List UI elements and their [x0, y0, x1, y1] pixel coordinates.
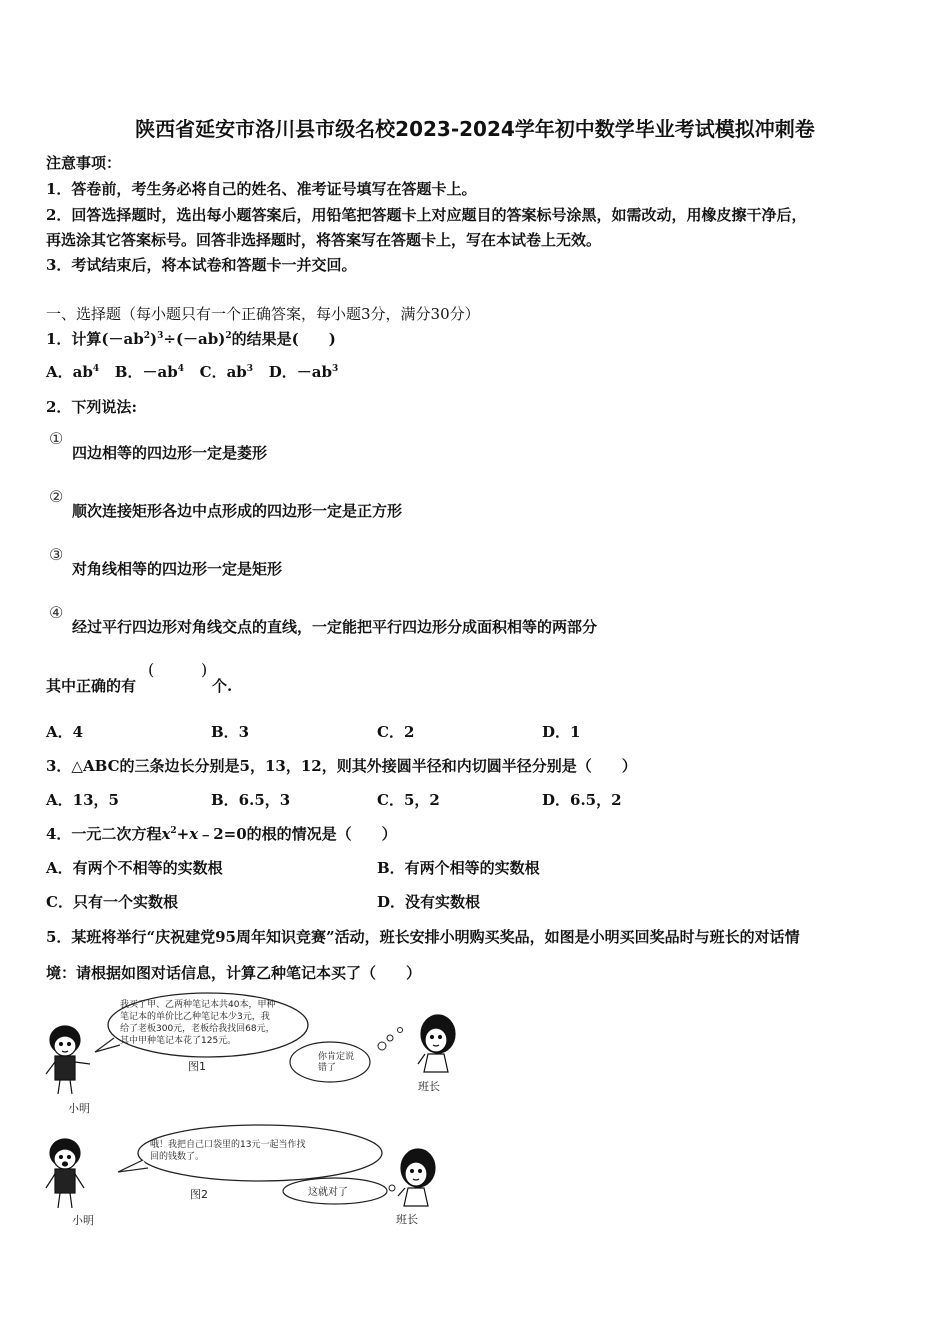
blank-left-paren: ( — [148, 660, 155, 679]
note-item-3: 3．考试结束后，将本试卷和答题卡一并交回。 — [46, 256, 357, 274]
option-b[interactable]: B．$-ab^4$ — [114, 363, 184, 381]
figure-2-label: 图2 — [190, 1188, 208, 1201]
circle-4-marker: ④ — [49, 603, 64, 622]
bubble-3-text: 哦！我把自己口袋里的13元一起当作找 回的钱数了。 — [150, 1140, 306, 1162]
statement-1: 四边相等的四边形一定是菱形 — [72, 444, 268, 462]
q2-option-b[interactable]: B．3 — [211, 723, 250, 741]
question-1-options — [46, 361, 338, 382]
circle-1-marker: ① — [49, 429, 64, 448]
q2-option-a[interactable]: A．4 — [46, 723, 84, 741]
option-a[interactable]: A．$ab^4$ — [46, 363, 100, 381]
blank-right-paren: ) — [201, 660, 208, 679]
q3-option-d[interactable]: D．6.5，2 — [542, 791, 622, 809]
q4-option-c[interactable]: C．只有一个实数根 — [46, 893, 178, 911]
banzhang-label-2: 班长 — [396, 1213, 418, 1226]
question-5-line-1: 5．某班将举行“庆祝建党95周年知识竞赛”活动，班长安排小明购买奖品，如图是小明买回奖品时与班长的对话情 — [46, 928, 800, 946]
q3-option-b[interactable]: B．6.5，3 — [211, 791, 291, 809]
q4-option-b[interactable]: B．有两个相等的实数根 — [377, 859, 540, 877]
figure-1-label: 图1 — [188, 1060, 206, 1073]
xiaoming-figure-1 — [46, 1026, 90, 1094]
banzhang-figure-1 — [418, 1015, 455, 1072]
notes-heading: 注意事项： — [46, 154, 122, 172]
question-5-line-2: 境：请根据如图对话信息，计算乙种笔记本买了（ ） — [46, 964, 422, 982]
question-1-stem: 1．计算$(-ab^2)^3\div(-ab)^2$的结果是( ) — [46, 330, 336, 348]
circle-3-marker: ③ — [49, 545, 64, 564]
question-2-tail: 其中正确的有 — [46, 677, 137, 695]
bubble-4-text: 这就对了 — [308, 1187, 348, 1198]
option-d[interactable]: D．$-ab^3$ — [268, 363, 339, 381]
section-heading: 一、选择题（每小题只有一个正确答案，每小题3分，满分30分） — [46, 305, 480, 323]
note-item-2b: 再选涂其它答案标号。回答非选择题时，将答案写在答题卡上，写在本试卷上无效。 — [46, 231, 602, 249]
xiaoming-label-1: 小明 — [68, 1102, 90, 1115]
banzhang-label-1: 班长 — [418, 1080, 440, 1093]
dialogue-figure — [40, 990, 500, 1240]
question-3-stem: 3．△ABC的三条边长分别是5，13，12，则其外接圆半径和内切圆半径分别是（ ） — [46, 757, 637, 775]
q2-option-c[interactable]: C．2 — [377, 723, 415, 741]
circle-2-marker: ② — [49, 487, 64, 506]
question-2-tail-end: 个. — [212, 677, 233, 695]
xiaoming-figure-2 — [46, 1139, 84, 1208]
bubble-2-text: 你肯定说 错了 — [318, 1052, 355, 1073]
q3-option-a[interactable]: A．13，5 — [46, 791, 119, 809]
note-item-1: 1．答卷前，考生务必将自己的姓名、准考证号填写在答题卡上。 — [46, 180, 477, 198]
q2-option-d[interactable]: D．1 — [542, 723, 581, 741]
q4-option-d[interactable]: D．没有实数根 — [377, 893, 481, 911]
statement-2: 顺次连接矩形各边中点形成的四边形一定是正方形 — [72, 502, 403, 520]
question-2-stem: 2．下列说法: — [46, 398, 137, 416]
bubble-1-text: 我买了甲、乙两种笔记本共40本，甲种 笔记本的单价比乙种笔记本少3元，我 给了老板300元，老板给我找回68元， 其中甲种笔记本花了125元。 — [120, 1000, 276, 1046]
xiaoming-label-2: 小明 — [72, 1214, 94, 1227]
statement-3: 对角线相等的四边形一定是矩形 — [72, 560, 283, 578]
note-item-2a: 2．回答选择题时，选出每小题答案后，用铅笔把答题卡上对应题目的答案标号涂黑，如需改动，用橡皮擦干净后， — [46, 206, 807, 224]
q3-option-c[interactable]: C．5，2 — [377, 791, 440, 809]
option-c[interactable]: C．$ab^3$ — [199, 363, 254, 381]
question-4-stem: 4．一元二次方程$x^2+x﹣2=0$的根的情况是（ ） — [46, 825, 397, 843]
page-title: 陕西省延安市洛川县市级名校2023-2024学年初中数学毕业考试模拟冲刺卷 — [135, 117, 815, 141]
speech-bubble-2 — [290, 1042, 370, 1082]
banzhang-figure-2 — [398, 1149, 435, 1206]
statement-4: 经过平行四边形对角线交点的直线，一定能把平行四边形分成面积相等的两部分 — [72, 618, 598, 636]
q4-option-a[interactable]: A．有两个不相等的实数根 — [46, 859, 223, 877]
